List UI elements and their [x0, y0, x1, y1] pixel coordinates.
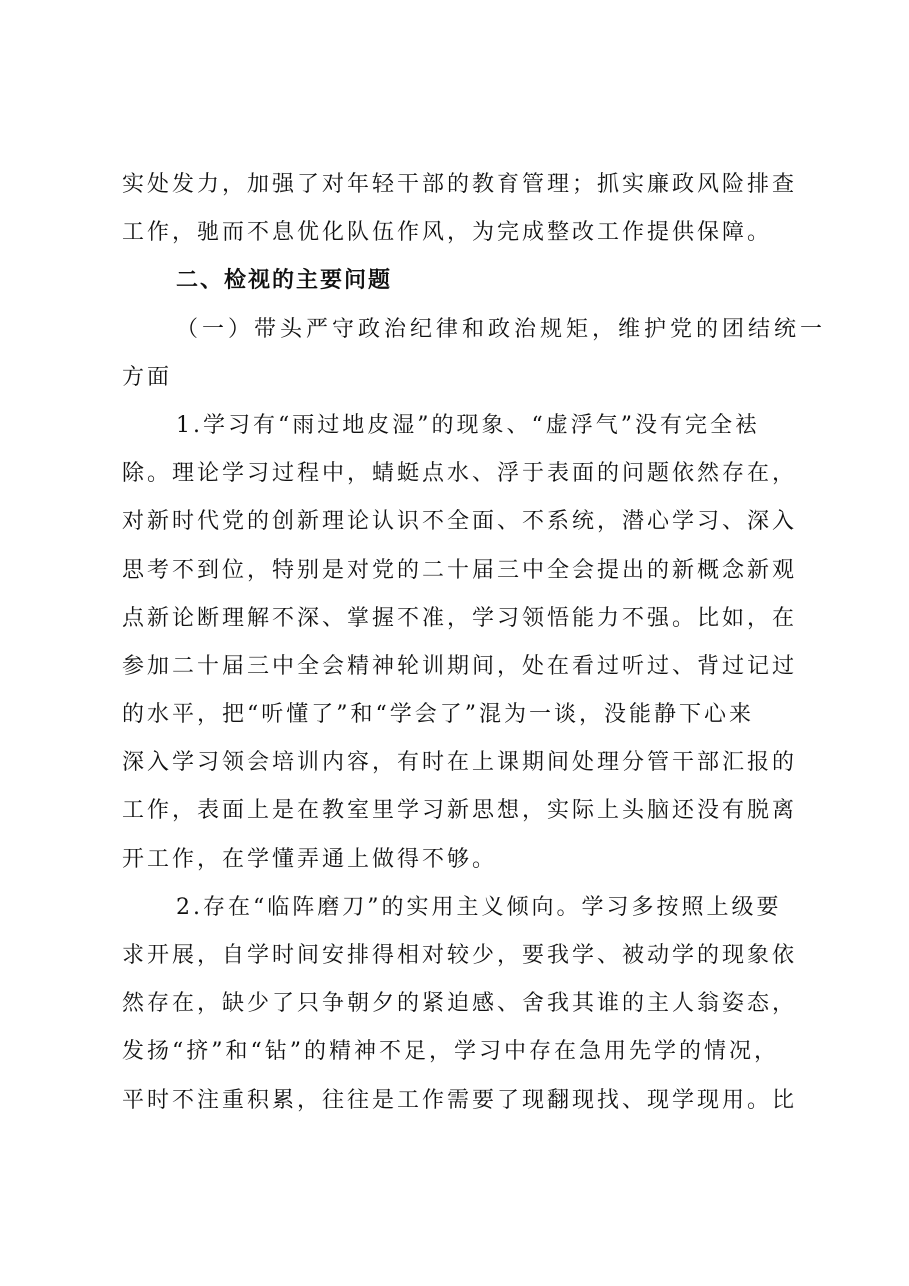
- body-line: 的水平，把“听懂了”和“学会了”混为一谈，没能静下心来: [122, 702, 754, 728]
- body-line: 开工作，在学懂弄通上做得不够。: [122, 846, 498, 872]
- body-line: 平时不注重积累，往往是工作需要了现翻现找、现学现用。比: [122, 1087, 798, 1113]
- document-body: [122, 161, 827, 1125]
- body-line: 深入学习领会培训内容，有时在上课期间处理分管干部汇报的: [122, 750, 798, 776]
- body-line: 工作，表面上是在教室里学习新思想，实际上头脑还没有脱离: [122, 798, 798, 824]
- paragraph-1-start: 1.学习有“雨过地皮湿”的现象、“虚浮气”没有完全袪: [176, 412, 760, 438]
- body-line: 除。理论学习过程中，蜻蜓点水、浮于表面的问题依然存在，: [122, 461, 798, 487]
- body-line: 点新论断理解不深、掌握不准，学习领悟能力不强。比如，在: [122, 605, 798, 631]
- body-line: 求开展，自学时间安排得相对较少，要我学、被动学的现象依: [122, 943, 798, 968]
- subsection-title-continuation: 方面: [122, 364, 173, 390]
- body-line: 工作，驰而不息优化队伍作风，为完成整改工作提供保障。: [122, 220, 773, 246]
- body-line: 对新时代党的创新理论认识不全面、不系统，潜心学习、深入: [122, 509, 798, 535]
- paragraph-2-start: 2.存在“临阵磨刀”的实用主义倾向。学习多按照上级要: [176, 894, 782, 920]
- body-line: 发扬“挤”和“钻”的精神不足，学习中存在急用先学的情况，: [122, 1039, 779, 1065]
- body-line: 然存在，缺少了只争朝夕的紧迫感、舍我其谁的主人翁姿态，: [122, 991, 798, 1017]
- body-line: 实处发力，加强了对年轻干部的教育管理；抓实廉政风险排查: [122, 172, 798, 197]
- subsection-title: （一）带头严守政治纪律和政治规矩，维护党的团结统一: [176, 316, 827, 342]
- body-line: 参加二十届三中全会精神轮训期间，处在看过听过、背过记过: [122, 653, 798, 679]
- section-heading: 二、检视的主要问题: [176, 268, 393, 294]
- body-line: 思考不到位，特别是对党的二十届三中全会提出的新概念新观: [122, 557, 798, 583]
